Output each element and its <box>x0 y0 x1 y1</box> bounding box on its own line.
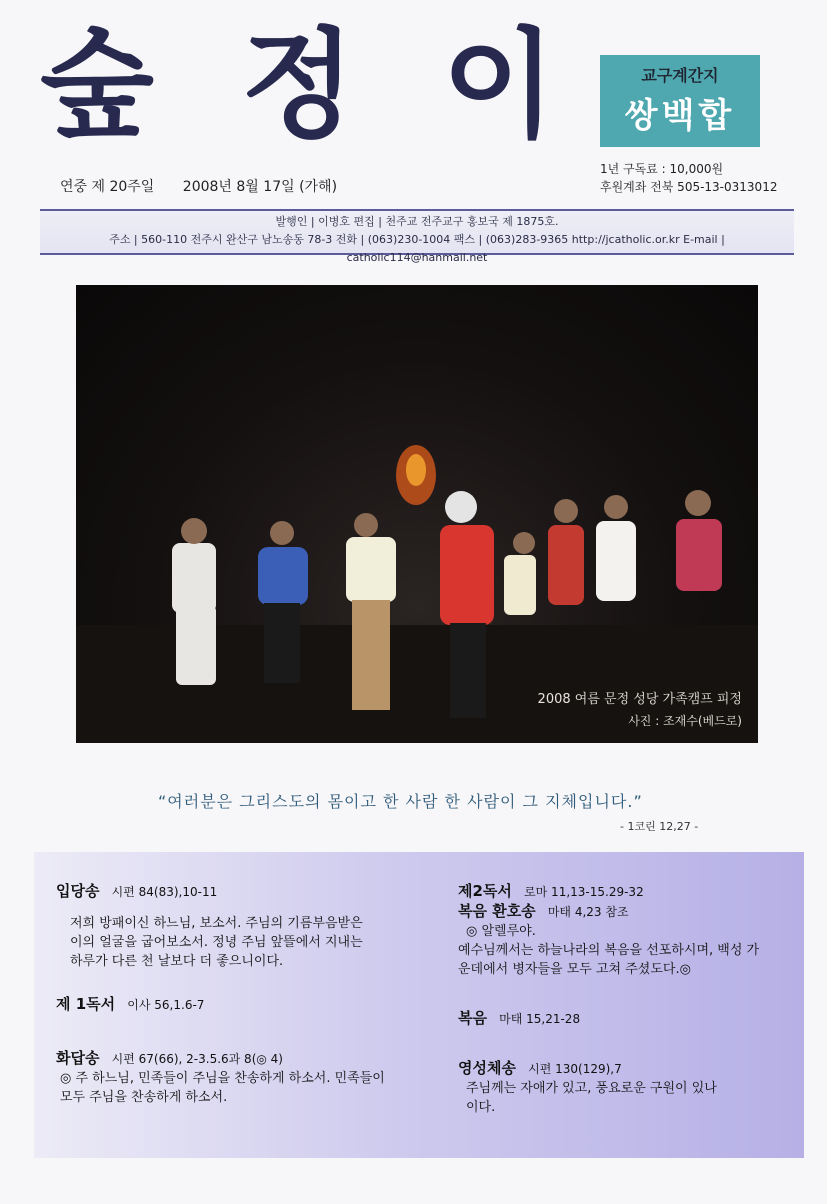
first-reading-title: 제 1독서 <box>56 995 116 1013</box>
gospel-acclamation <box>458 902 798 922</box>
issue-date: 2008년 8월 17일 (가해) <box>182 179 338 195</box>
badge-subtitle: 교구계간지 <box>641 66 719 85</box>
donation-account: 후원계좌 전북 505-13-0313012 <box>600 180 778 194</box>
publisher-line: 발행인 | 이병호 편집 | 천주교 전주교구 홍보국 제 1875호. <box>275 215 559 228</box>
badge-title: 쌍백합 <box>624 96 736 136</box>
entrance-title: 입당송 <box>56 882 100 900</box>
quote-reference: - 1코린 12,27 - <box>620 820 699 833</box>
communion-line: 이다. <box>466 1100 496 1115</box>
second-reading-ref: 로마 11,13-15.29-32 <box>524 885 644 899</box>
acclamation-ref: 마태 4,23 참조 <box>547 905 629 919</box>
responsorial-psalm <box>56 1049 406 1069</box>
communion-line: 주님께는 자애가 있고, 풍요로운 구원이 있나 <box>466 1081 717 1096</box>
acclamation-line: ◎ 알렐루야. <box>466 924 536 939</box>
readings-right-column <box>458 882 798 1117</box>
psalm-line: 모두 주님을 찬송하게 하소서. <box>60 1090 228 1105</box>
issue-number: 연중 제 20주일 <box>60 179 155 195</box>
second-reading-title: 제2독서 <box>458 882 512 900</box>
first-reading-ref: 이사 56,1.6-7 <box>127 998 205 1012</box>
masthead-char-1: 숲 <box>40 15 158 154</box>
masthead-char-3: 이 <box>442 15 560 154</box>
publisher-info-bar <box>40 209 794 264</box>
psalm-text <box>56 1069 406 1107</box>
issue-line <box>60 176 337 196</box>
communion-title: 영성체송 <box>458 1059 516 1077</box>
photo-illustration <box>76 285 758 743</box>
publication-badge <box>600 55 760 147</box>
readings-panel <box>34 852 804 1158</box>
gospel-title: 복음 <box>458 1009 487 1027</box>
photo-caption: 2008 여름 문정 성당 가족캠프 피정 <box>537 692 742 707</box>
masthead-title <box>40 15 560 154</box>
second-reading <box>458 882 798 902</box>
entrance-line: 저희 방패이신 하느님, 보소서. 주님의 기름부음받은 <box>70 916 363 931</box>
first-reading <box>56 995 406 1015</box>
masthead-char-2: 정 <box>241 15 359 154</box>
communion-antiphon <box>458 1059 798 1079</box>
gospel <box>458 1009 798 1029</box>
acclamation-line: 운데에서 병자들을 모두 고쳐 주셨도다.◎ <box>458 962 691 977</box>
readings-left-column <box>56 882 406 1107</box>
psalm-line: ◎ 주 하느님, 민족들이 주님을 찬송하게 하소서. 민족들이 <box>60 1071 385 1086</box>
entrance-ref: 시편 84(83),10-11 <box>111 885 218 899</box>
acclamation-title: 복음 환호송 <box>458 902 536 920</box>
cover-photo <box>76 285 758 743</box>
gospel-ref: 마태 15,21-28 <box>499 1012 581 1026</box>
subscription-info <box>600 160 777 196</box>
entrance-antiphon <box>56 882 406 902</box>
contact-line: 주소 | 560-110 전주시 완산구 남노송동 78-3 전화 | (063)230-1004 팩스 | (063)283-9365 http://jcatholic.or.kr E-mail | catholic114@hanmail.net <box>109 233 725 264</box>
psalm-ref: 시편 67(66), 2-3.5.6과 8(◎ 4) <box>111 1052 283 1066</box>
entrance-text <box>56 914 406 971</box>
acclamation-text <box>458 922 798 979</box>
psalm-title: 화답송 <box>56 1049 100 1067</box>
photo-credit: 사진 : 조재수(베드로) <box>628 714 742 728</box>
acclamation-line: 예수님께서는 하늘나라의 복음을 선포하시며, 백성 가 <box>458 943 760 958</box>
communion-ref: 시편 130(129),7 <box>528 1062 622 1076</box>
entrance-line: 하루가 다른 천 날보다 더 좋으니이다. <box>70 954 284 969</box>
entrance-line: 이의 얼굴을 굽어보소서. 정녕 주님 앞뜰에서 지내는 <box>70 935 363 950</box>
communion-text <box>458 1079 798 1117</box>
subscription-fee: 1년 구독료 : 10,000원 <box>600 162 724 176</box>
scripture-quote: “여러분은 그리스도의 몸이고 한 사람 한 사람이 그 지체입니다.” <box>158 792 643 811</box>
